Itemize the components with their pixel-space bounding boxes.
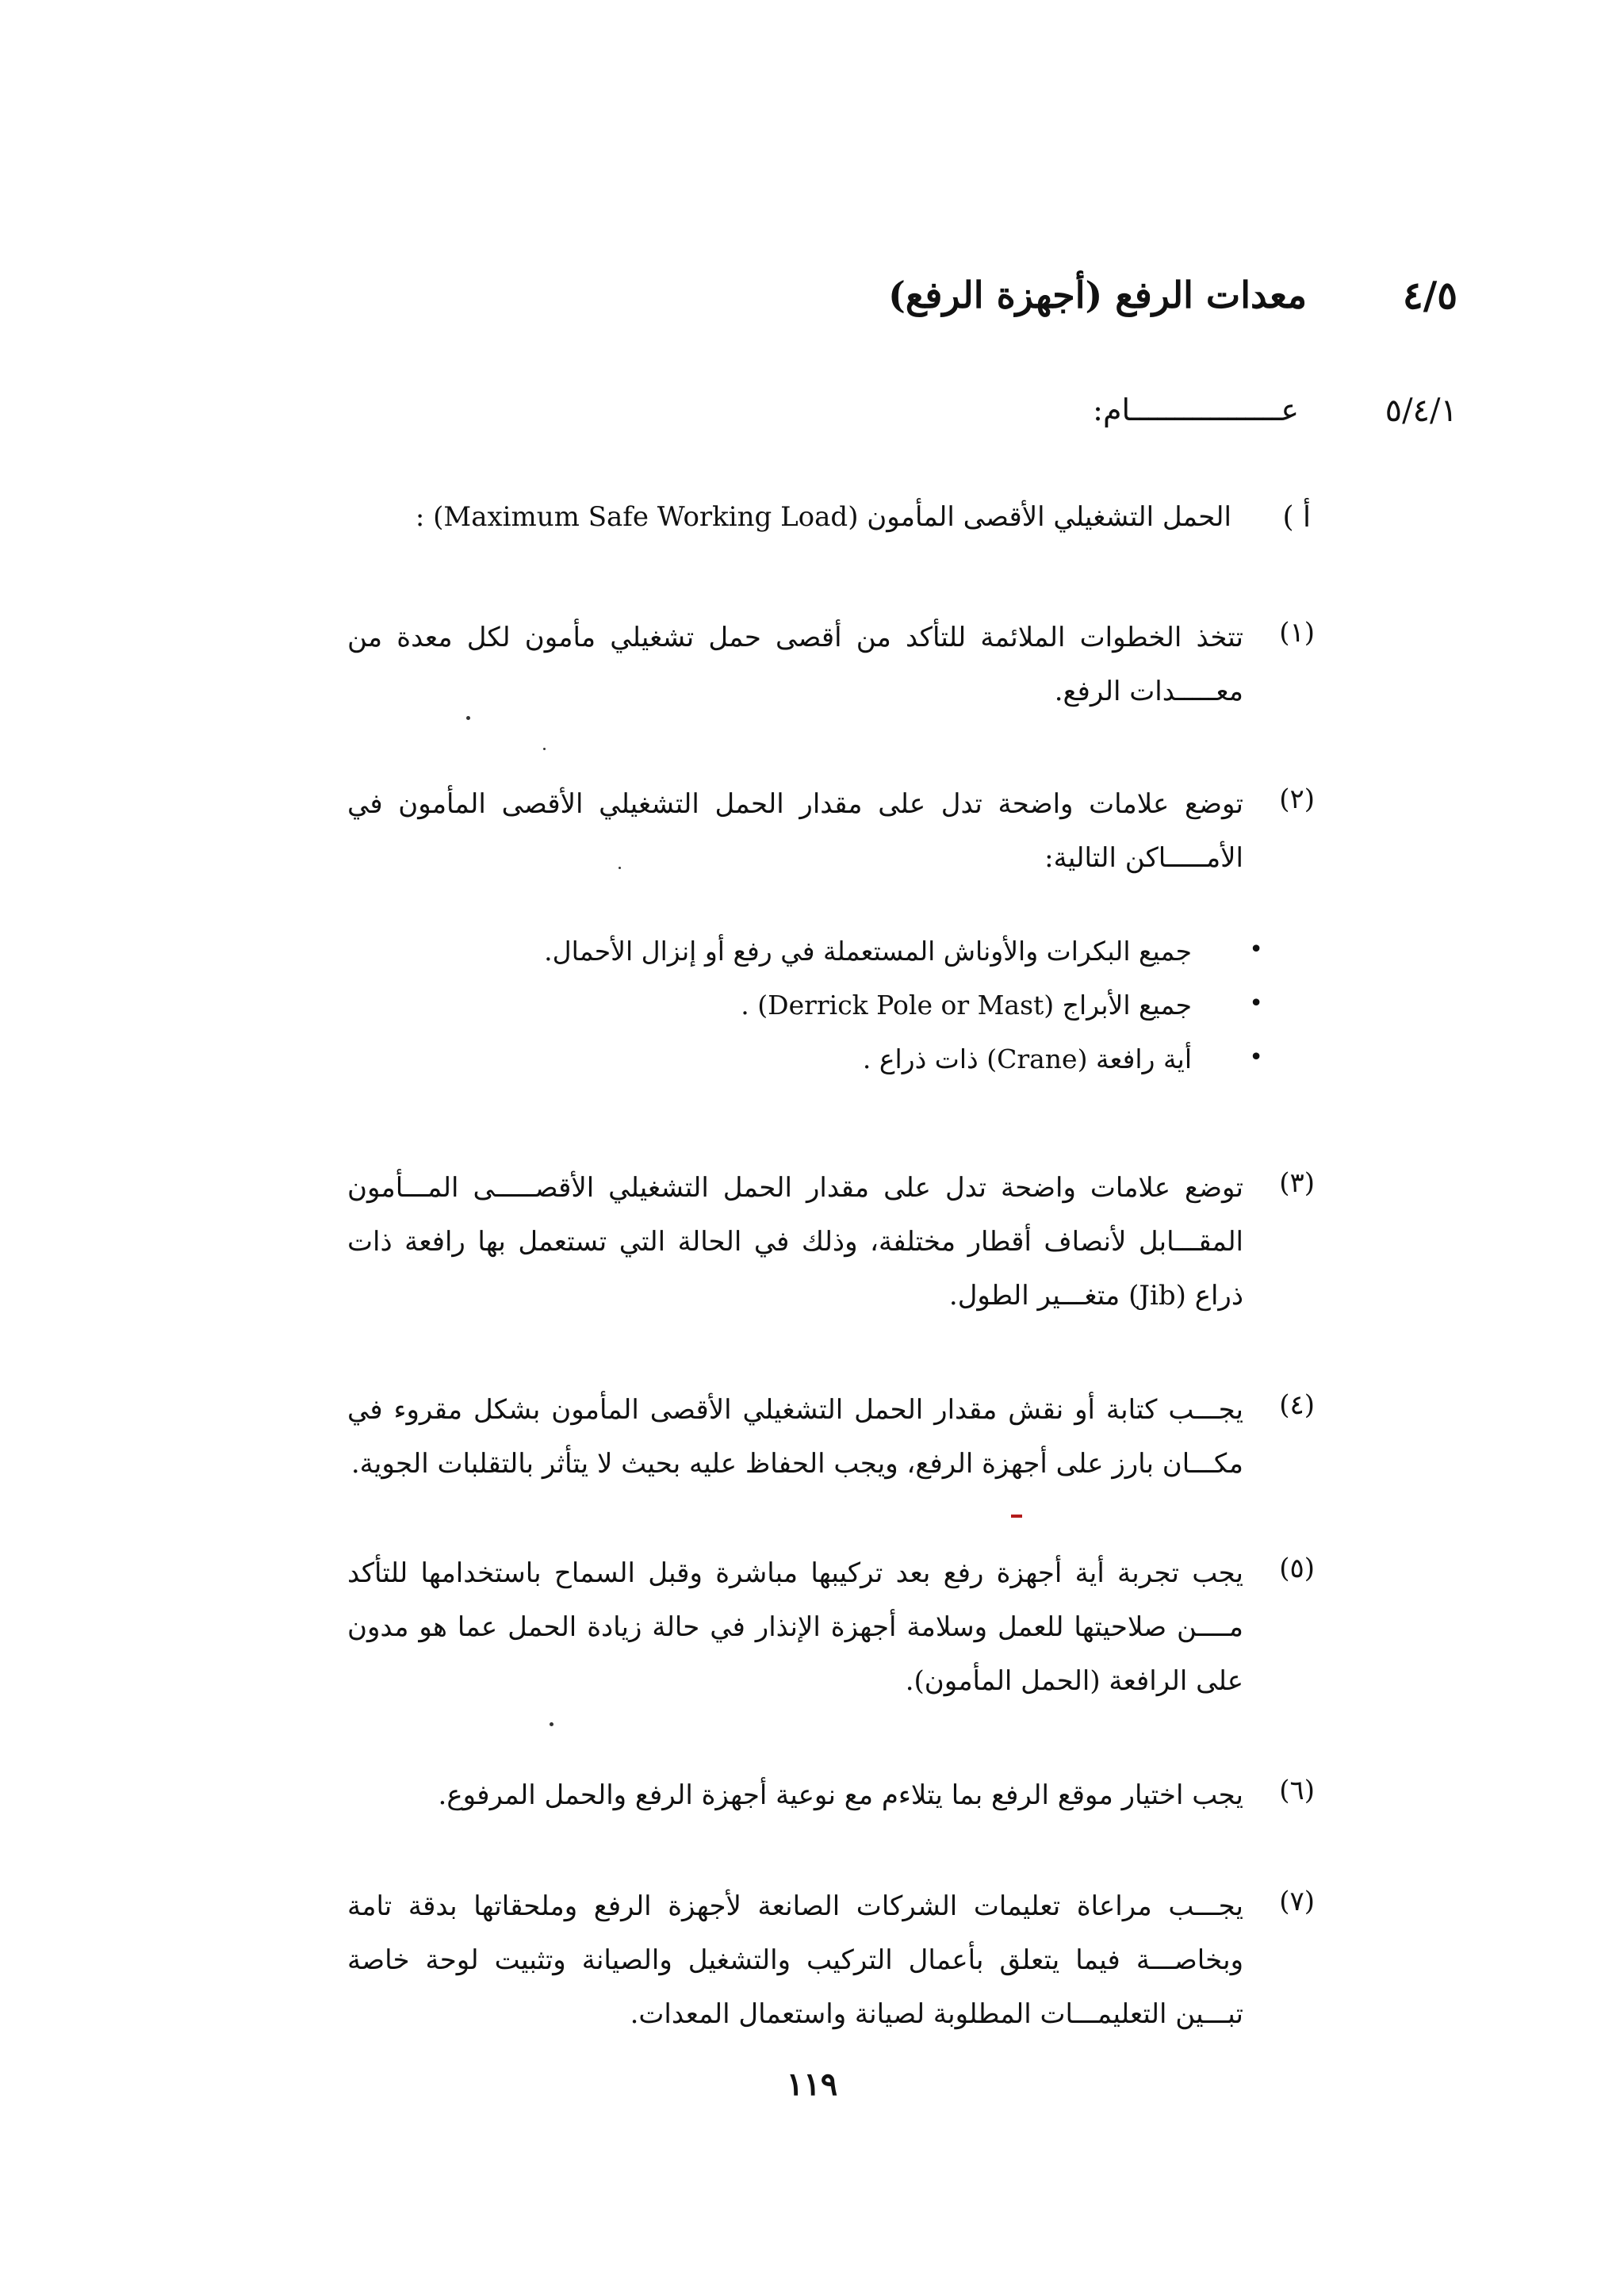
item-number: (٤): [1279, 1389, 1315, 1421]
scan-mark: [1011, 1515, 1022, 1518]
item-number: (٣): [1279, 1167, 1315, 1199]
page-number: ١١٩: [786, 2066, 838, 2103]
list-item: توضع علامات واضحة تدل على مقدار الحمل التشغيلي الأقصى المأمون في الأمـــــاكن التالية:: [347, 788, 1243, 874]
item-number: (٦): [1279, 1775, 1315, 1806]
list-item: يجـــب كتابة أو نقش مقدار الحمل التشغيلي الأقصى المأمون بشكل مقروء في مكـــان بارز على أجهزة الرفع، ويجب الحفاظ عليه بحيث لا يتأثر بالتقلبات الجوية.: [347, 1394, 1243, 1480]
scan-speck: [619, 867, 621, 869]
list-item: يجب تجربة أية أجهزة رفع بعد تركيبها مباشرة وقبل السماح باستخدامها للتأكد مــــن صلاحيتها للعمل وسلامة أجهزة الإنذار في حالة زيادة الحمل عما هو مدون على الرافعة (الحمل المأمون).: [347, 1557, 1243, 1697]
paragraph-heading: الحمل التشغيلي الأقصى المأمون (Maximum Safe Working Load) :: [415, 501, 1231, 533]
list-item: يجـــب مراعاة تعليمات الشركات الصانعة لأجهزة الرفع وملحقاتها بدقة تامة وبخاصـــة فيما يتعلق بأعمال التركيب والتشغيل والصيانة وتثبيت لوحة خاصة تبـــين التعليمـــات المطلوبة لصيانة واستعمال المعدات.: [347, 1890, 1243, 2030]
bullet-icon: •: [1249, 990, 1263, 1017]
scan-speck: [550, 1722, 553, 1726]
subsection-number: ٥/٤/١: [1385, 393, 1457, 429]
item-number: (١): [1279, 617, 1315, 649]
section-number: ٤/٥: [1402, 274, 1457, 318]
bullet-icon: •: [1249, 936, 1263, 963]
bullet-item: أية رافعة (Crane) ذات ذراع .: [862, 1044, 1192, 1074]
list-item: تتخذ الخطوات الملائمة للتأكد من أقصى حمل تشغيلي مأمون لكل معدة من معـــــدات الرفع.: [347, 622, 1243, 707]
item-number: (٧): [1279, 1886, 1315, 1917]
list-item: توضع علامات واضحة تدل على مقدار الحمل التشغيلي الأقصـــــى المـــأمون المقـــابل لأنصاف أقطار مختلفة، وذلك في الحالة التي تستعمل بها رافعة ذات ذراع (Jib) متغـــير الطول.: [347, 1172, 1243, 1312]
paragraph-label: أ ): [1282, 501, 1311, 534]
item-number: (٥): [1279, 1553, 1315, 1584]
scan-speck: [466, 716, 470, 720]
item-number: (٢): [1279, 783, 1315, 815]
bullet-icon: •: [1249, 1044, 1263, 1071]
subsection-title: عـــــــــــــــــام:: [1093, 393, 1299, 427]
bullet-item: جميع الأبراج (Derrick Pole or Mast) .: [741, 990, 1192, 1021]
bullet-item: جميع البكرات والأوناش المستعملة في رفع أو إنزال الأحمال.: [544, 936, 1192, 967]
scan-speck: [543, 748, 546, 750]
list-item: يجب اختيار موقع الرفع بما يتلاءم مع نوعية أجهزة الرفع والحمل المرفوع.: [438, 1779, 1243, 1811]
section-title: معدات الرفع (أجهزة الرفع): [888, 274, 1307, 316]
